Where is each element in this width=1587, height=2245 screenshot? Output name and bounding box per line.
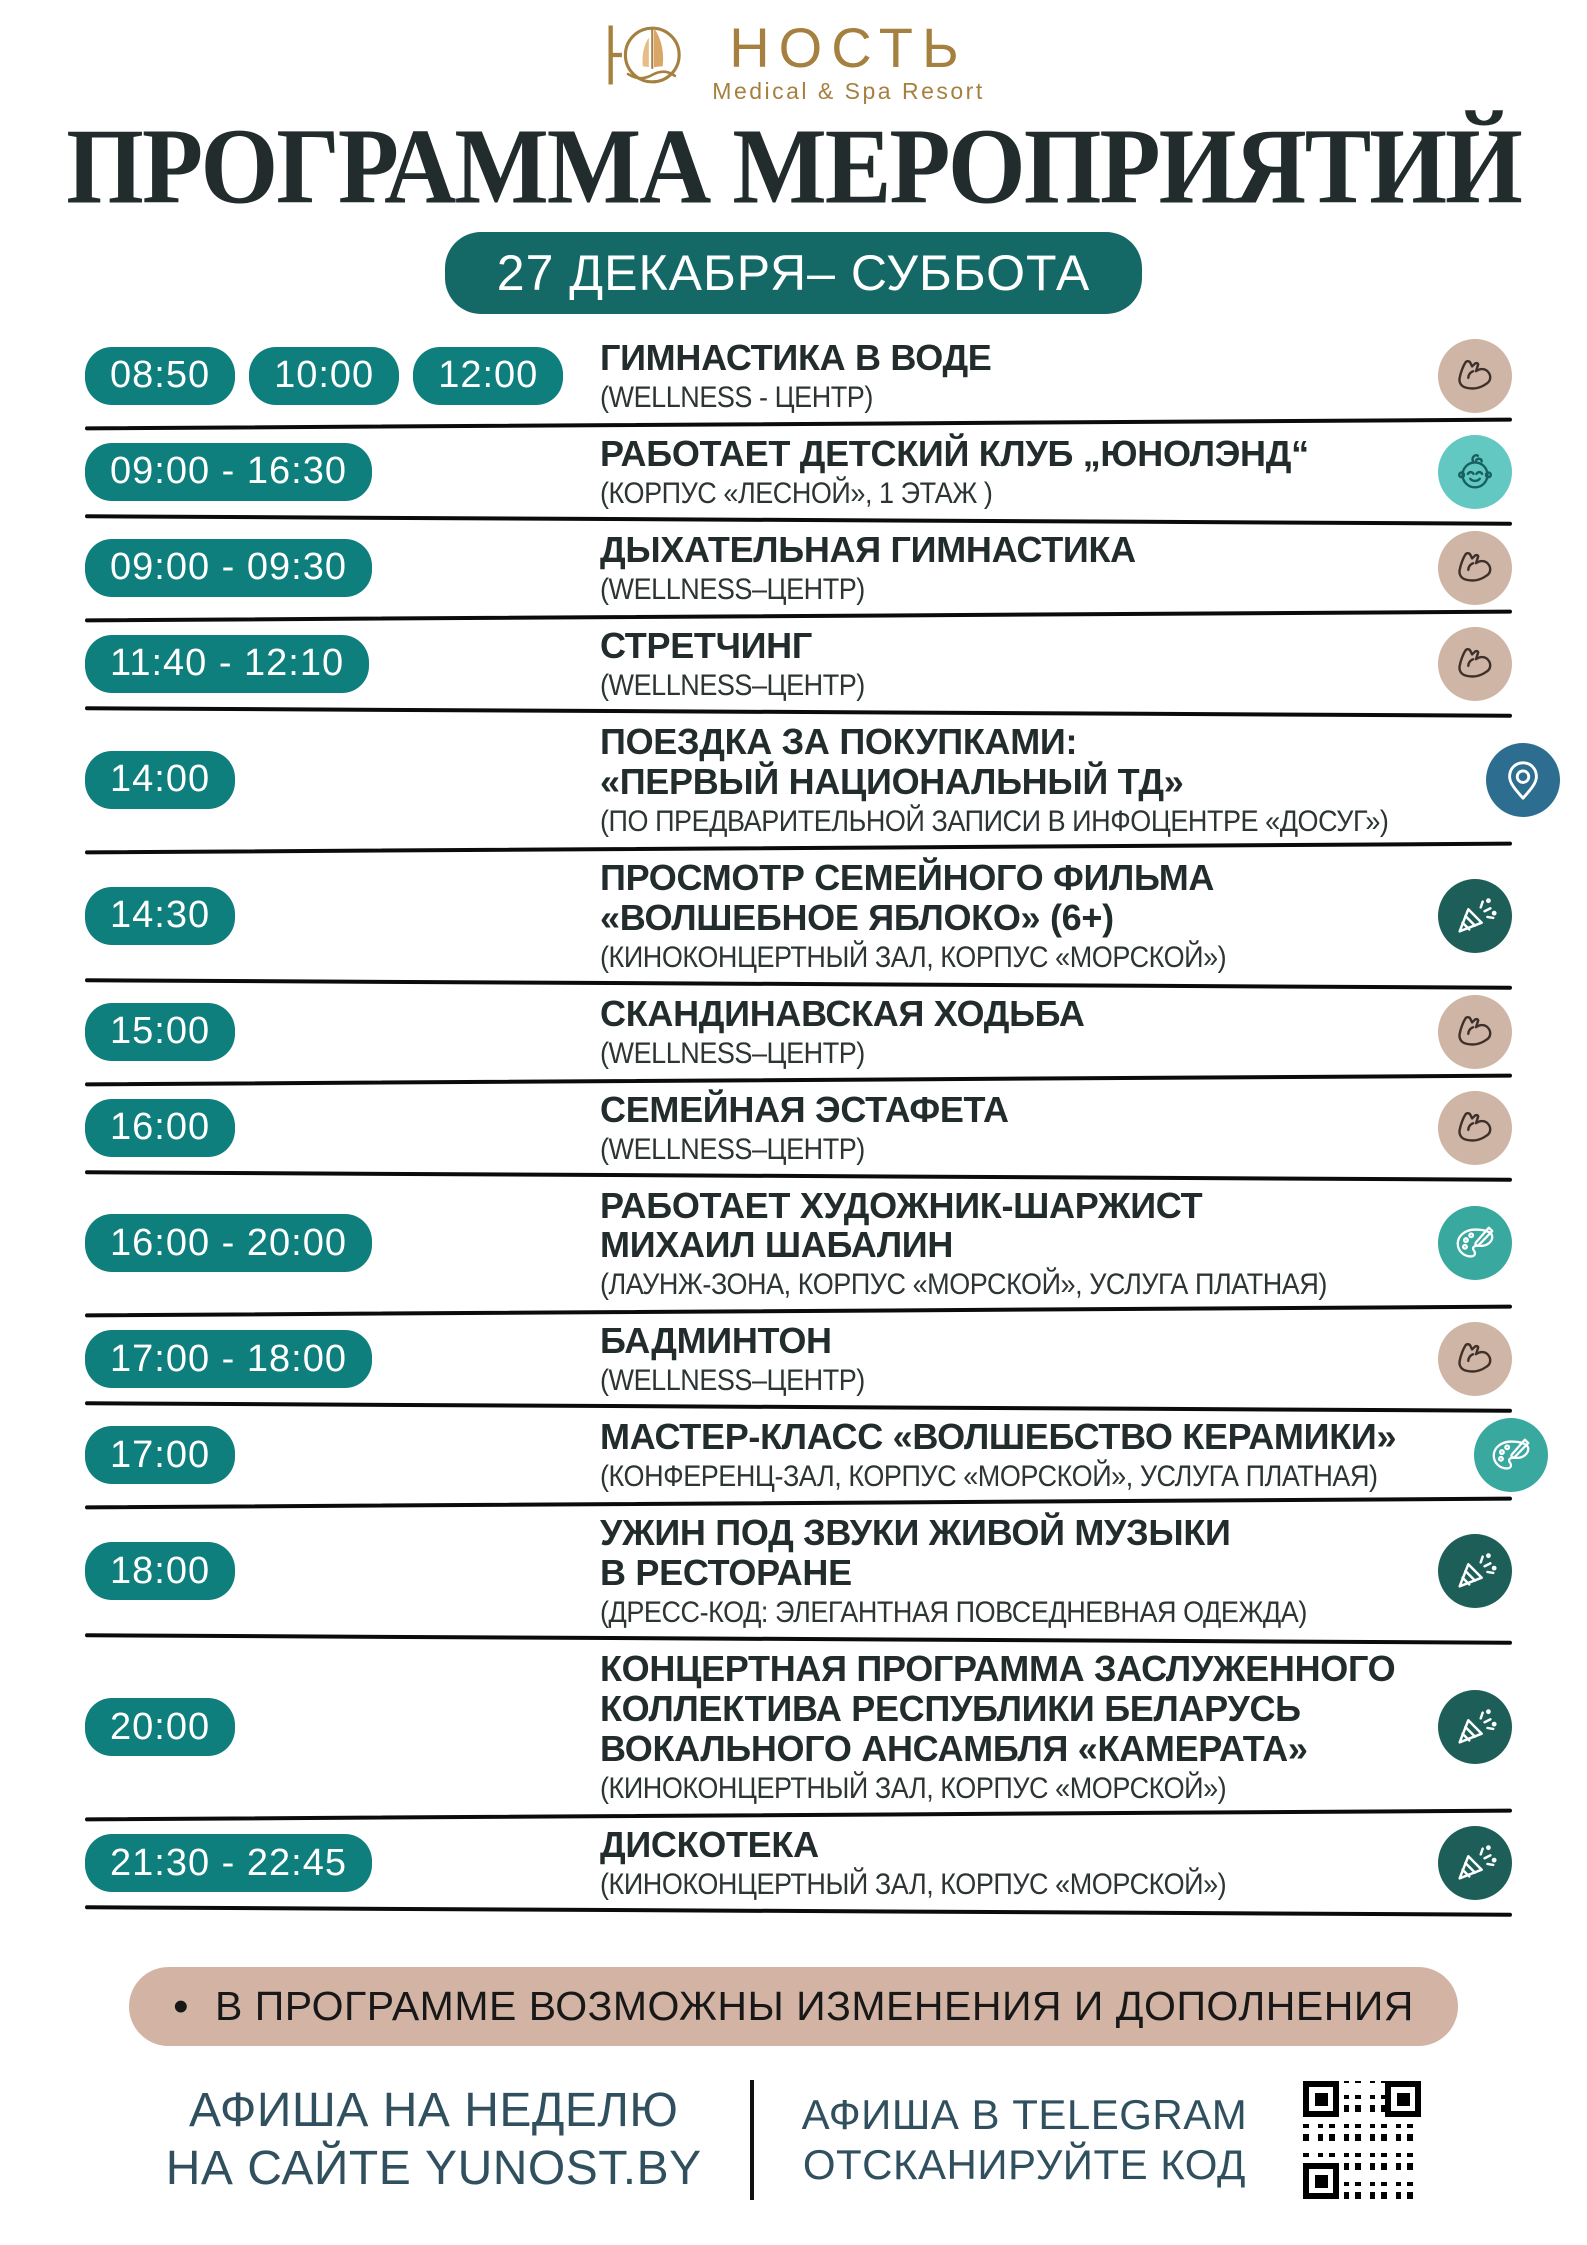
event-title xyxy=(600,994,1428,1034)
qr-finder-icon xyxy=(1385,2081,1421,2117)
event-info xyxy=(600,338,1428,414)
event-title-line: УЖИН ПОД ЗВУКИ ЖИВОЙ МУЗЫКИ xyxy=(600,1512,1231,1554)
schedule-row xyxy=(85,1313,1512,1405)
time-pills xyxy=(85,635,600,693)
time-pills xyxy=(85,539,600,597)
event-title xyxy=(600,722,1476,802)
party-icon xyxy=(1438,1534,1512,1608)
event-location: (WELLNESS–ЦЕНТР) xyxy=(600,572,865,606)
event-location: (КОРПУС «ЛЕСНОЙ», 1 ЭТАЖ ) xyxy=(600,476,993,510)
event-title xyxy=(600,1321,1428,1361)
event-title-line: РАБОТАЕТ ХУДОЖНИК-ШАРЖИСТ xyxy=(600,1184,1203,1226)
time-pills xyxy=(85,1214,600,1272)
time-pills xyxy=(85,347,600,405)
event-info xyxy=(600,1090,1428,1166)
time-pill: 15:00 xyxy=(85,1003,235,1061)
time-pill: 09:00 - 09:30 xyxy=(85,539,372,597)
qr-finder-icon xyxy=(1303,2163,1339,2199)
baby-icon xyxy=(1438,435,1512,509)
event-info xyxy=(600,1417,1464,1493)
event-location: (WELLNESS–ЦЕНТР) xyxy=(600,1132,865,1166)
time-pill: 21:30 - 22:45 xyxy=(85,1834,372,1892)
event-title-line: МАСТЕР-КЛАСС «ВОЛШЕБСТВО КЕРАМИКИ» xyxy=(600,1416,1397,1458)
event-location: (WELLNESS - ЦЕНТР) xyxy=(600,380,873,414)
time-pills xyxy=(85,1330,600,1388)
event-title xyxy=(600,626,1428,666)
time-pill: 16:00 - 20:00 xyxy=(85,1214,372,1272)
event-title-line: СКАНДИНАВСКАЯ ХОДЬБА xyxy=(600,992,1085,1034)
time-pills xyxy=(85,1834,600,1892)
footer-divider xyxy=(750,2080,754,2200)
schedule-row xyxy=(85,1641,1512,1813)
muscle-icon xyxy=(1438,531,1512,605)
qr-code xyxy=(1303,2081,1421,2199)
logo-brand-text: НОСТЬ xyxy=(729,16,968,79)
event-title-line: КОНЦЕРТНАЯ ПРОГРАММА ЗАСЛУЖЕННОГО xyxy=(600,1648,1396,1690)
event-title-line: СТРЕТЧИНГ xyxy=(600,624,812,666)
time-pill: 20:00 xyxy=(85,1698,235,1756)
event-title xyxy=(600,858,1428,938)
event-location: (WELLNESS–ЦЕНТР) xyxy=(600,668,865,702)
website-info xyxy=(166,2082,702,2197)
time-pill: 17:00 - 18:00 xyxy=(85,1330,372,1388)
time-pills xyxy=(85,1698,600,1756)
time-pill: 14:30 xyxy=(85,887,235,945)
event-location: (КИНОКОНЦЕРТНЫЙ ЗАЛ, КОРПУС «МОРСКОЙ») xyxy=(600,1772,1227,1806)
poster-header xyxy=(0,0,1587,314)
sailboat-icon xyxy=(602,14,706,101)
event-title-line: «ВОЛШЕБНОЕ ЯБЛОКО» (6+) xyxy=(600,896,1114,938)
event-title-line: «ПЕРВЫЙ НАЦИОНАЛЬНЫЙ ТД» xyxy=(600,760,1184,802)
event-title xyxy=(600,530,1428,570)
event-title xyxy=(600,1825,1428,1865)
time-pill: 12:00 xyxy=(413,347,563,405)
event-title-line: ПОЕЗДКА ЗА ПОКУПКАМИ: xyxy=(600,720,1078,762)
event-title-line: В РЕСТОРАНЕ xyxy=(600,1552,852,1594)
poster-footer xyxy=(0,2080,1587,2200)
schedule-row xyxy=(85,1409,1512,1501)
muscle-icon xyxy=(1438,995,1512,1069)
date-badge: 27 ДЕКАБРЯ– СУББОТА xyxy=(445,232,1142,314)
schedule-row xyxy=(85,522,1512,614)
event-title xyxy=(600,1186,1428,1266)
event-title-line: РАБОТАЕТ ДЕТСКИЙ КЛУБ „ЮНОЛЭНД“ xyxy=(600,432,1309,474)
notice-bullet: • xyxy=(173,1981,189,2031)
telegram-info-line1: АФИША В TELEGRAM xyxy=(801,2090,1248,2138)
event-info xyxy=(600,858,1428,974)
logo-tagline: Medical & Spa Resort xyxy=(712,78,985,104)
event-title-line: ДЫХАТЕЛЬНАЯ ГИМНАСТИКА xyxy=(600,528,1136,570)
event-info xyxy=(600,1649,1428,1805)
schedule-row xyxy=(85,618,1512,710)
schedule-list xyxy=(85,330,1512,1913)
event-title xyxy=(600,1649,1428,1769)
event-title xyxy=(600,1513,1428,1593)
event-info xyxy=(600,530,1428,606)
time-pill: 17:00 xyxy=(85,1426,235,1484)
event-title-line: КОЛЛЕКТИВА РЕСПУБЛИКИ БЕЛАРУСЬ xyxy=(600,1688,1301,1730)
event-info xyxy=(600,722,1476,838)
event-location: (КИНОКОНЦЕРТНЫЙ ЗАЛ, КОРПУС «МОРСКОЙ») xyxy=(600,940,1227,974)
event-title-line: ПРОСМОТР СЕМЕЙНОГО ФИЛЬМА xyxy=(600,856,1215,898)
event-location: (КИНОКОНЦЕРТНЫЙ ЗАЛ, КОРПУС «МОРСКОЙ») xyxy=(600,1868,1227,1902)
event-location: (КОНФЕРЕНЦ-ЗАЛ, КОРПУС «МОРСКОЙ», УСЛУГА ПЛАТНАЯ) xyxy=(600,1460,1378,1494)
time-pills xyxy=(85,1003,600,1061)
time-pill: 18:00 xyxy=(85,1542,235,1600)
event-info xyxy=(600,1321,1428,1397)
event-info xyxy=(600,1186,1428,1302)
time-pills xyxy=(85,1426,600,1484)
muscle-icon xyxy=(1438,627,1512,701)
party-icon xyxy=(1438,1826,1512,1900)
telegram-info-line2: ОТСКАНИРУЙТЕ КОД xyxy=(802,2141,1246,2189)
website-info-line2: НА САЙТЕ YUNOST.BY xyxy=(165,2142,702,2196)
pin-icon xyxy=(1486,743,1560,817)
time-pill: 14:00 xyxy=(85,751,235,809)
event-title-line: ВОКАЛЬНОГО АНСАМБЛЯ «КАМЕРАТА» xyxy=(600,1728,1308,1770)
qr-finder-icon xyxy=(1303,2081,1339,2117)
schedule-row xyxy=(85,1178,1512,1310)
muscle-icon xyxy=(1438,1091,1512,1165)
time-pill: 10:00 xyxy=(249,347,399,405)
event-location: (ПО ПРЕДВАРИТЕЛЬНОЙ ЗАПИСИ В ИНФОЦЕНТРЕ «ДОСУГ») xyxy=(600,804,1389,838)
page-title: ПРОГРАММА МЕРОПРИЯТИЙ xyxy=(66,106,1521,227)
event-info xyxy=(600,626,1428,702)
event-title-line: ГИМНАСТИКА В ВОДЕ xyxy=(600,337,992,378)
schedule-row xyxy=(85,1082,1512,1174)
palette-icon xyxy=(1474,1418,1548,1492)
website-info-line1: АФИША НА НЕДЕЛЮ xyxy=(188,2084,679,2138)
schedule-row xyxy=(85,330,1512,422)
event-title-line: БАДМИНТОН xyxy=(600,1320,832,1362)
event-info xyxy=(600,1825,1428,1901)
event-title-line: МИХАИЛ ШАБАЛИН xyxy=(600,1224,954,1266)
schedule-row xyxy=(85,426,1512,518)
time-pill: 09:00 - 16:30 xyxy=(85,443,372,501)
schedule-row xyxy=(85,850,1512,982)
program-change-notice xyxy=(129,1967,1458,2046)
event-title xyxy=(600,1417,1464,1457)
time-pills xyxy=(85,1099,600,1157)
muscle-icon xyxy=(1438,339,1512,413)
event-location: (ДРЕСС-КОД: ЭЛЕГАНТНАЯ ПОВСЕДНЕВНАЯ ОДЕЖДА) xyxy=(600,1596,1307,1630)
event-info xyxy=(600,994,1428,1070)
event-title xyxy=(600,434,1428,474)
telegram-info xyxy=(802,2090,1248,2191)
event-title xyxy=(600,338,1428,378)
time-pills xyxy=(85,443,600,501)
event-title xyxy=(600,1090,1428,1130)
event-title-line: ДИСКОТЕКА xyxy=(600,1824,819,1866)
time-pill: 16:00 xyxy=(85,1099,235,1157)
schedule-row xyxy=(85,1505,1512,1637)
event-info xyxy=(600,1513,1428,1629)
party-icon xyxy=(1438,1690,1512,1764)
resort-logo xyxy=(0,14,1587,102)
time-pill: 11:40 - 12:10 xyxy=(85,635,369,693)
party-icon xyxy=(1438,879,1512,953)
muscle-icon xyxy=(1438,1322,1512,1396)
event-location: (WELLNESS–ЦЕНТР) xyxy=(600,1364,865,1398)
time-pills xyxy=(85,887,600,945)
palette-icon xyxy=(1438,1206,1512,1280)
event-title-line: СЕМЕЙНАЯ ЭСТАФЕТА xyxy=(600,1088,1009,1130)
time-pills xyxy=(85,1542,600,1600)
event-info xyxy=(600,434,1428,510)
event-location: (ЛАУНЖ-ЗОНА, КОРПУС «МОРСКОЙ», УСЛУГА ПЛАТНАЯ) xyxy=(600,1268,1327,1302)
notice-text: В ПРОГРАММЕ ВОЗМОЖНЫ ИЗМЕНЕНИЯ И ДОПОЛНЕНИЯ xyxy=(214,1983,1414,2030)
schedule-row xyxy=(85,714,1512,846)
schedule-row xyxy=(85,1817,1512,1909)
time-pills xyxy=(85,751,600,809)
event-location: (WELLNESS–ЦЕНТР) xyxy=(600,1036,865,1070)
time-pill: 08:50 xyxy=(85,347,235,405)
schedule-row xyxy=(85,986,1512,1078)
